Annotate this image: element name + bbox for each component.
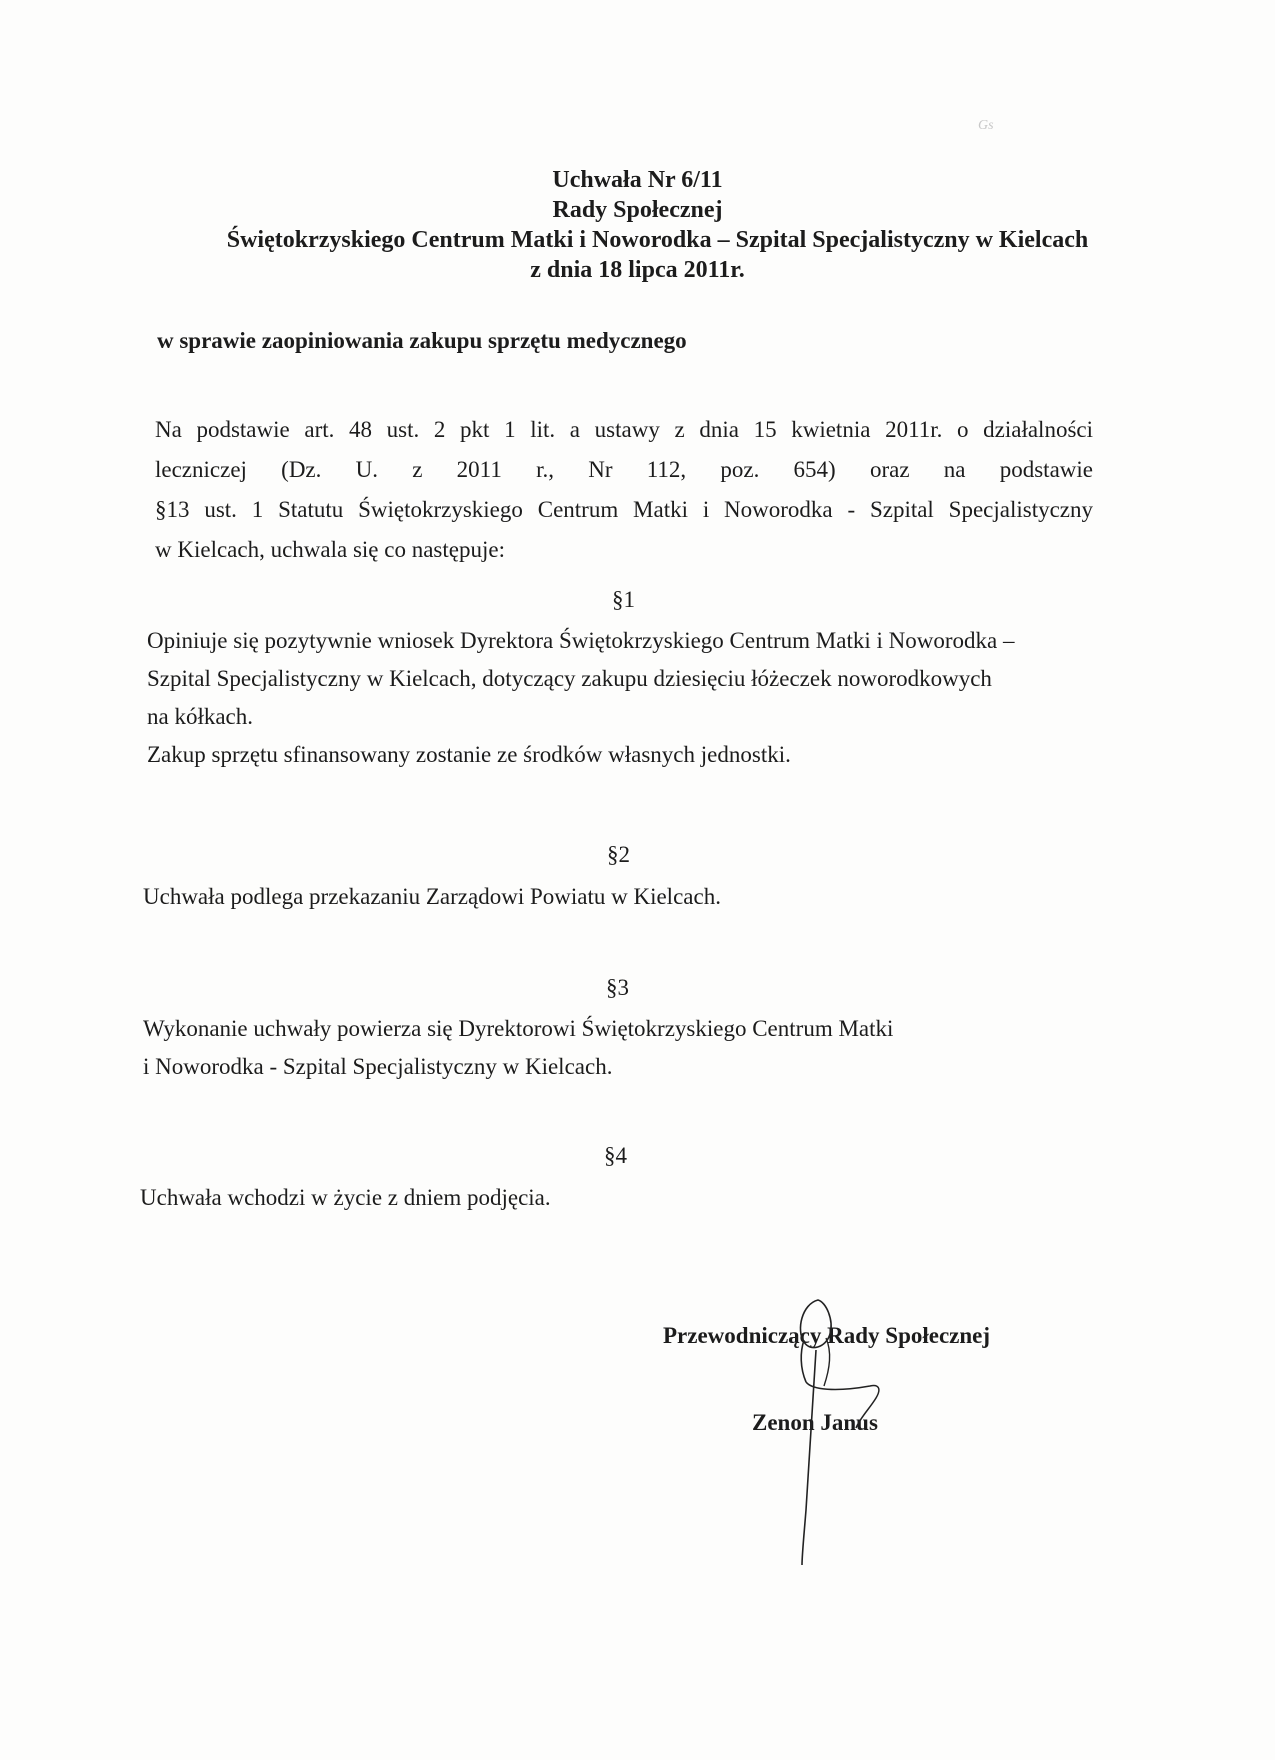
resolution-number: Uchwała Nr 6/11 bbox=[552, 167, 723, 193]
section-2-sign: §2 bbox=[607, 842, 630, 867]
signatory-name: Zenon Janus bbox=[752, 1410, 878, 1435]
legal-basis-line: leczniczej (Dz. U. z 2011 r., Nr 112, poz. 654) oraz na podstawie bbox=[155, 457, 1093, 482]
section-2-line: Uchwała podlega przekazaniu Zarządowi Powiatu w Kielcach. bbox=[143, 884, 721, 909]
corner-mark: Gs bbox=[978, 118, 994, 133]
section-1-line: Opiniuje się pozytywnie wniosek Dyrektora Świętokrzyskiego Centrum Matki i Noworodka – bbox=[147, 628, 1015, 653]
section-3-line: i Noworodka - Szpital Specjalistyczny w Kielcach. bbox=[143, 1054, 613, 1079]
section-1-line: Zakup sprzętu sfinansowany zostanie ze środków własnych jednostki. bbox=[147, 742, 791, 767]
section-1-line: Szpital Specjalistyczny w Kielcach, dotyczący zakupu dziesięciu łóżeczek noworodkowych bbox=[147, 666, 992, 691]
resolution-header bbox=[0, 165, 1275, 285]
council-name: Rady Społecznej bbox=[552, 197, 723, 223]
section-4-sign: §4 bbox=[604, 1143, 627, 1168]
legal-basis-line: §13 ust. 1 Statutu Świętokrzyskiego Centrum Matki i Noworodka - Szpital Specjalistyczny bbox=[155, 497, 1093, 522]
section-4-line: Uchwała wchodzi w życie z dniem podjęcia. bbox=[140, 1185, 551, 1210]
section-4-text bbox=[140, 1179, 551, 1217]
section-3-line: Wykonanie uchwały powierza się Dyrektorowi Świętokrzyskiego Centrum Matki bbox=[143, 1016, 894, 1041]
signatory-title: Przewodniczący Rady Społecznej bbox=[663, 1323, 991, 1348]
resolution-date: z dnia 18 lipca 2011r. bbox=[530, 257, 745, 283]
legal-basis-line: w Kielcach, uchwala się co następuje: bbox=[155, 537, 505, 562]
handwritten-signature bbox=[740, 1290, 900, 1570]
section-1-line: na kółkach. bbox=[147, 704, 254, 729]
legal-basis bbox=[155, 410, 1093, 570]
section-1-text bbox=[147, 622, 1014, 774]
section-3-sign: §3 bbox=[606, 975, 629, 1000]
section-2-text bbox=[143, 878, 721, 916]
institution-name: Świętokrzyskiego Centrum Matki i Noworodka – Szpital Specjalistyczny w Kielcach bbox=[226, 227, 1089, 253]
legal-basis-line: Na podstawie art. 48 ust. 2 pkt 1 lit. a ustawy z dnia 15 kwietnia 2011r. o działalności bbox=[155, 417, 1093, 442]
section-1-sign: §1 bbox=[612, 587, 635, 612]
resolution-subject: w sprawie zaopiniowania zakupu sprzętu medycznego bbox=[157, 328, 687, 353]
section-3-text bbox=[143, 1010, 893, 1086]
